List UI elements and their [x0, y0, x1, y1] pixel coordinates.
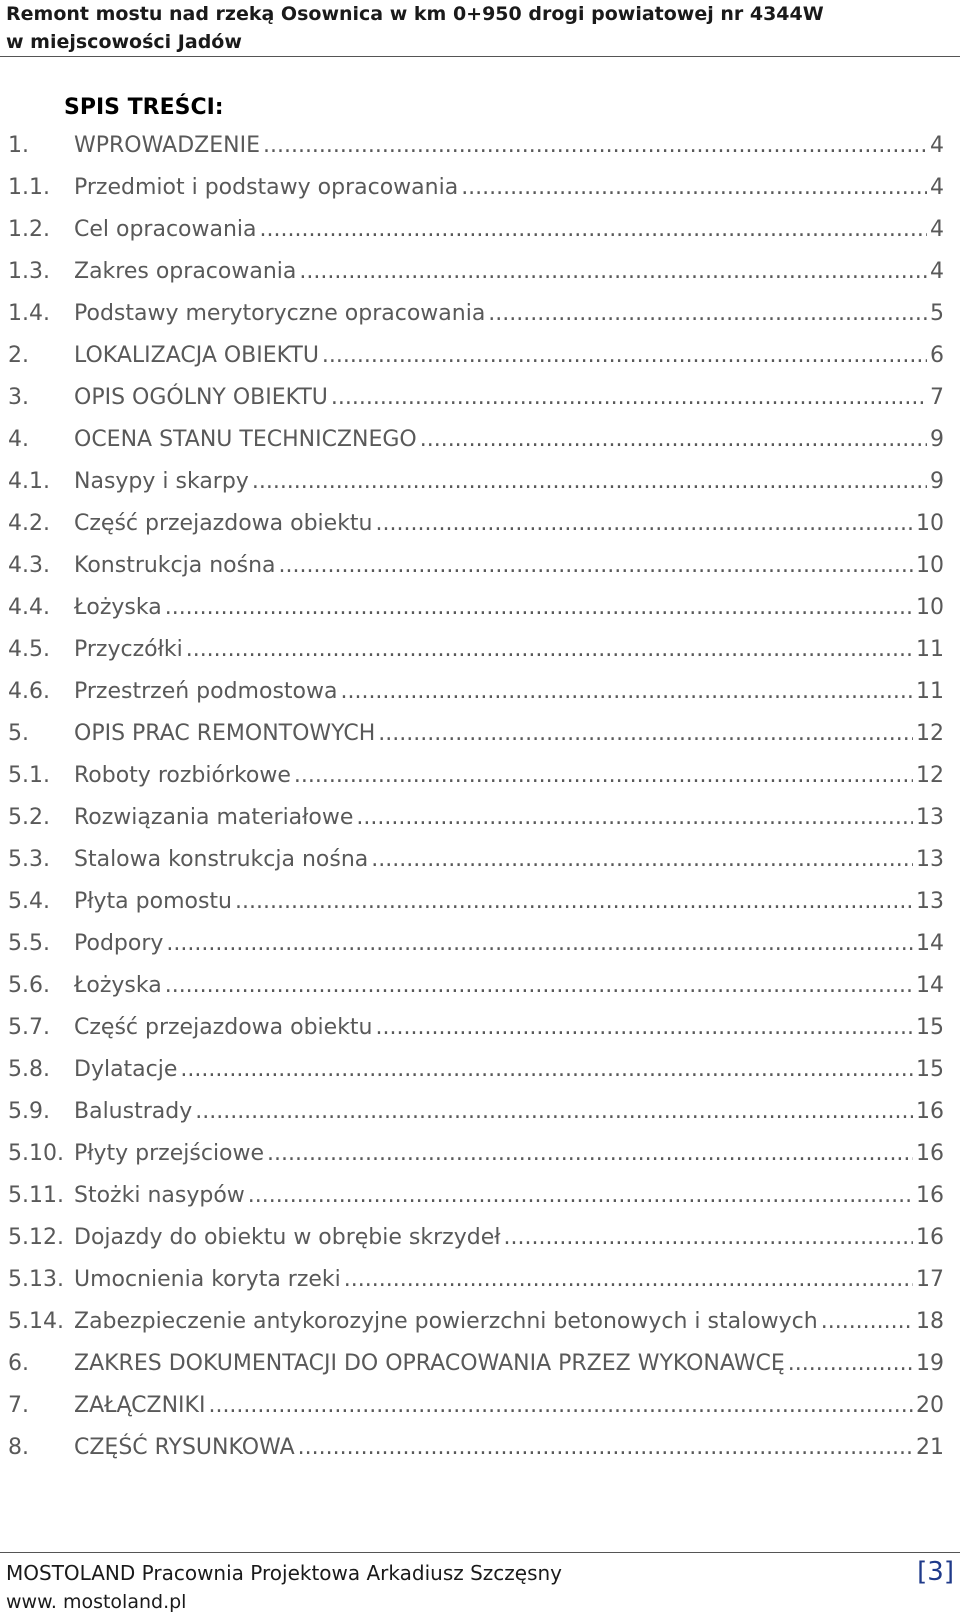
- toc-entry-number: 4.3.: [8, 552, 50, 578]
- toc-entry-number: 4.5.: [8, 636, 50, 662]
- toc-dot-leader: [248, 1183, 913, 1208]
- toc-entry-page: 10: [916, 552, 944, 578]
- toc-entry-number: 3.: [8, 384, 29, 410]
- toc-entry-number: 1.2.: [8, 216, 50, 242]
- toc-entry-title: Łożyska: [74, 972, 162, 998]
- toc-entry-number: 4.4.: [8, 594, 50, 620]
- toc-entry-page: 12: [916, 762, 944, 788]
- toc-entry-page: 4: [930, 132, 944, 158]
- toc-entry[interactable]: [8, 334, 944, 376]
- toc-entry-number: 5.13.: [8, 1266, 64, 1292]
- toc-entry-number: 5.: [8, 720, 29, 746]
- toc-entry-title: Przestrzeń podmostowa: [74, 678, 338, 704]
- toc-entry-page: 16: [916, 1098, 944, 1124]
- toc-entry[interactable]: [8, 124, 944, 166]
- toc-dot-leader: [821, 1309, 913, 1334]
- toc-entry-number: 5.2.: [8, 804, 50, 830]
- toc-entry-title: ZAKRES DOKUMENTACJI DO OPRACOWANIA PRZEZ WYKONAWCĘ: [74, 1350, 785, 1376]
- toc-entry-number: 6.: [8, 1350, 29, 1376]
- footer-divider: [0, 1552, 960, 1553]
- toc-entry[interactable]: [8, 1048, 944, 1090]
- toc-entry-number: 7.: [8, 1392, 29, 1418]
- toc-entry[interactable]: [8, 1384, 944, 1426]
- toc-entry[interactable]: [8, 208, 944, 250]
- toc-entry-title: Umocnienia koryta rzeki: [74, 1266, 341, 1292]
- toc-entry[interactable]: [8, 292, 944, 334]
- toc-dot-leader: [208, 1393, 913, 1418]
- toc-entry[interactable]: [8, 460, 944, 502]
- toc-entry[interactable]: [8, 1300, 944, 1342]
- toc-entry-page: 20: [916, 1392, 944, 1418]
- toc-entry-number: 5.9.: [8, 1098, 50, 1124]
- toc-entry[interactable]: [8, 838, 944, 880]
- toc-dot-leader: [376, 511, 913, 536]
- toc-dot-leader: [166, 931, 913, 956]
- toc-entry-title: Zabezpieczenie antykorozyjne powierzchni betonowych i stalowych: [74, 1308, 818, 1334]
- toc-entry-page: 10: [916, 594, 944, 620]
- toc-entry-page: 9: [930, 468, 944, 494]
- toc-entry-page: 18: [916, 1308, 944, 1334]
- toc-entry-title: Stożki nasypów: [74, 1182, 245, 1208]
- toc-dot-leader: [165, 973, 913, 998]
- toc-entry-title: Część przejazdowa obiektu: [74, 510, 373, 536]
- toc-entry-title: Dylatacje: [74, 1056, 178, 1082]
- toc-entry-title: Konstrukcja nośna: [74, 552, 276, 578]
- toc-title: SPIS TREŚCI:: [64, 95, 224, 120]
- toc-entry-number: 4.1.: [8, 468, 50, 494]
- footer-url: www. mostoland.pl: [6, 1591, 187, 1613]
- toc-entry-title: Stalowa konstrukcja nośna: [74, 846, 369, 872]
- toc-dot-leader: [420, 427, 927, 452]
- toc-dot-leader: [344, 1267, 913, 1292]
- toc-dot-leader: [180, 1057, 913, 1082]
- toc-dot-leader: [260, 217, 927, 242]
- toc-entry-title: Zakres opracowania: [74, 258, 297, 284]
- toc-entry-title: Roboty rozbiórkowe: [74, 762, 291, 788]
- toc-entry-page: 6: [930, 342, 944, 368]
- toc-entry-number: 5.3.: [8, 846, 50, 872]
- toc-entry-number: 5.1.: [8, 762, 50, 788]
- toc-entry[interactable]: [8, 1216, 944, 1258]
- toc-dot-leader: [298, 1435, 913, 1460]
- toc-entry-title: OPIS OGÓLNY OBIEKTU: [74, 384, 328, 410]
- toc-entry[interactable]: [8, 1090, 944, 1132]
- toc-dot-leader: [488, 301, 927, 326]
- toc-entry-title: Podpory: [74, 930, 164, 956]
- toc-entry-title: LOKALIZACJA OBIEKTU: [74, 342, 319, 368]
- toc-entry-title: OPIS PRAC REMONTOWYCH: [74, 720, 376, 746]
- page-number: [3]: [917, 1557, 954, 1587]
- toc-entry-title: WPROWADZENIE: [74, 132, 260, 158]
- toc-entry[interactable]: [8, 628, 944, 670]
- toc-entry-page: 14: [916, 930, 944, 956]
- toc-entry-number: 5.8.: [8, 1056, 50, 1082]
- toc-dot-leader: [331, 385, 927, 410]
- table-of-contents: [8, 124, 944, 1468]
- toc-entry[interactable]: [8, 544, 944, 586]
- toc-entry-number: 5.7.: [8, 1014, 50, 1040]
- toc-entry-title: Część przejazdowa obiektu: [74, 1014, 373, 1040]
- toc-entry-number: 5.6.: [8, 972, 50, 998]
- toc-entry-page: 7: [930, 384, 944, 410]
- toc-entry-number: 1.4.: [8, 300, 50, 326]
- toc-dot-leader: [461, 175, 927, 200]
- toc-dot-leader: [371, 847, 913, 872]
- toc-dot-leader: [186, 637, 913, 662]
- toc-entry-number: 4.6.: [8, 678, 50, 704]
- toc-entry[interactable]: [8, 1006, 944, 1048]
- toc-entry-page: 4: [930, 174, 944, 200]
- toc-entry-page: 19: [916, 1350, 944, 1376]
- toc-dot-leader: [195, 1099, 913, 1124]
- toc-dot-leader: [279, 553, 913, 578]
- toc-entry-page: 15: [916, 1056, 944, 1082]
- toc-entry-page: 21: [916, 1434, 944, 1460]
- toc-entry-number: 4.: [8, 426, 29, 452]
- toc-entry[interactable]: [8, 796, 944, 838]
- toc-dot-leader: [235, 889, 913, 914]
- toc-entry-number: 5.10.: [8, 1140, 64, 1166]
- toc-entry-page: 14: [916, 972, 944, 998]
- toc-entry[interactable]: [8, 502, 944, 544]
- toc-entry[interactable]: [8, 166, 944, 208]
- toc-entry-title: Przyczółki: [74, 636, 183, 662]
- toc-entry-title: Cel opracowania: [74, 216, 257, 242]
- toc-entry[interactable]: [8, 712, 944, 754]
- toc-dot-leader: [263, 133, 927, 158]
- toc-entry-page: 13: [916, 846, 944, 872]
- header-title-line-1: Remont mostu nad rzeką Osownica w km 0+950 drogi powiatowej nr 4344W: [6, 3, 824, 25]
- toc-entry-page: 5: [930, 300, 944, 326]
- toc-entry[interactable]: [8, 418, 944, 460]
- toc-entry-page: 17: [916, 1266, 944, 1292]
- toc-entry-title: Płyty przejściowe: [74, 1140, 265, 1166]
- footer-company: MOSTOLAND Pracownia Projektowa Arkadiusz Szczęsny: [6, 1561, 563, 1585]
- toc-entry-number: 4.2.: [8, 510, 50, 536]
- toc-entry-title: Przedmiot i podstawy opracowania: [74, 174, 459, 200]
- toc-entry-number: 5.4.: [8, 888, 50, 914]
- toc-entry-page: 4: [930, 258, 944, 284]
- toc-entry-title: Łożyska: [74, 594, 162, 620]
- toc-dot-leader: [356, 805, 913, 830]
- toc-dot-leader: [378, 721, 913, 746]
- toc-entry-number: 1.: [8, 132, 29, 158]
- toc-dot-leader: [340, 679, 913, 704]
- toc-entry-page: 11: [916, 636, 944, 662]
- document-header: [6, 0, 950, 56]
- toc-entry[interactable]: [8, 1174, 944, 1216]
- toc-entry-page: 12: [916, 720, 944, 746]
- header-divider: [0, 56, 960, 57]
- toc-entry-number: 8.: [8, 1434, 29, 1460]
- toc-dot-leader: [252, 469, 927, 494]
- toc-entry[interactable]: [8, 586, 944, 628]
- toc-entry[interactable]: [8, 1426, 944, 1468]
- toc-dot-leader: [267, 1141, 913, 1166]
- toc-dot-leader: [788, 1351, 913, 1376]
- toc-dot-leader: [503, 1225, 913, 1250]
- toc-entry-title: Dojazdy do obiektu w obrębie skrzydeł: [74, 1224, 501, 1250]
- toc-entry-title: Rozwiązania materiałowe: [74, 804, 354, 830]
- toc-entry[interactable]: [8, 880, 944, 922]
- toc-entry-number: 5.11.: [8, 1182, 64, 1208]
- toc-entry-page: 10: [916, 510, 944, 536]
- toc-entry-page: 16: [916, 1140, 944, 1166]
- toc-entry-page: 16: [916, 1224, 944, 1250]
- toc-entry-title: CZĘŚĆ RYSUNKOWA: [74, 1434, 295, 1460]
- toc-dot-leader: [376, 1015, 913, 1040]
- toc-entry-title: Nasypy i skarpy: [74, 468, 249, 494]
- toc-entry-title: Płyta pomostu: [74, 888, 232, 914]
- toc-entry-title: OCENA STANU TECHNICZNEGO: [74, 426, 417, 452]
- toc-entry[interactable]: [8, 376, 944, 418]
- toc-dot-leader: [322, 343, 927, 368]
- toc-dot-leader: [294, 763, 913, 788]
- toc-dot-leader: [165, 595, 913, 620]
- toc-entry[interactable]: [8, 964, 944, 1006]
- toc-entry-title: ZAŁĄCZNIKI: [74, 1392, 206, 1418]
- toc-entry-number: 5.14.: [8, 1308, 64, 1334]
- toc-entry[interactable]: [8, 754, 944, 796]
- toc-entry-title: Podstawy merytoryczne opracowania: [74, 300, 486, 326]
- toc-entry-page: 16: [916, 1182, 944, 1208]
- toc-entry-number: 5.5.: [8, 930, 50, 956]
- toc-entry-page: 11: [916, 678, 944, 704]
- header-title-line-2: w miejscowości Jadów: [6, 31, 242, 53]
- toc-entry-page: 15: [916, 1014, 944, 1040]
- toc-entry-page: 9: [930, 426, 944, 452]
- toc-entry-number: 5.12.: [8, 1224, 64, 1250]
- toc-entry[interactable]: [8, 1342, 944, 1384]
- toc-entry[interactable]: [8, 1132, 944, 1174]
- toc-entry-page: 13: [916, 804, 944, 830]
- toc-entry-number: 1.1.: [8, 174, 50, 200]
- toc-entry-page: 4: [930, 216, 944, 242]
- toc-entry[interactable]: [8, 922, 944, 964]
- toc-entry-page: 13: [916, 888, 944, 914]
- toc-entry[interactable]: [8, 670, 944, 712]
- toc-dot-leader: [299, 259, 927, 284]
- toc-entry-title: Balustrady: [74, 1098, 193, 1124]
- toc-entry-number: 2.: [8, 342, 29, 368]
- toc-entry[interactable]: [8, 1258, 944, 1300]
- toc-entry-number: 1.3.: [8, 258, 50, 284]
- toc-entry[interactable]: [8, 250, 944, 292]
